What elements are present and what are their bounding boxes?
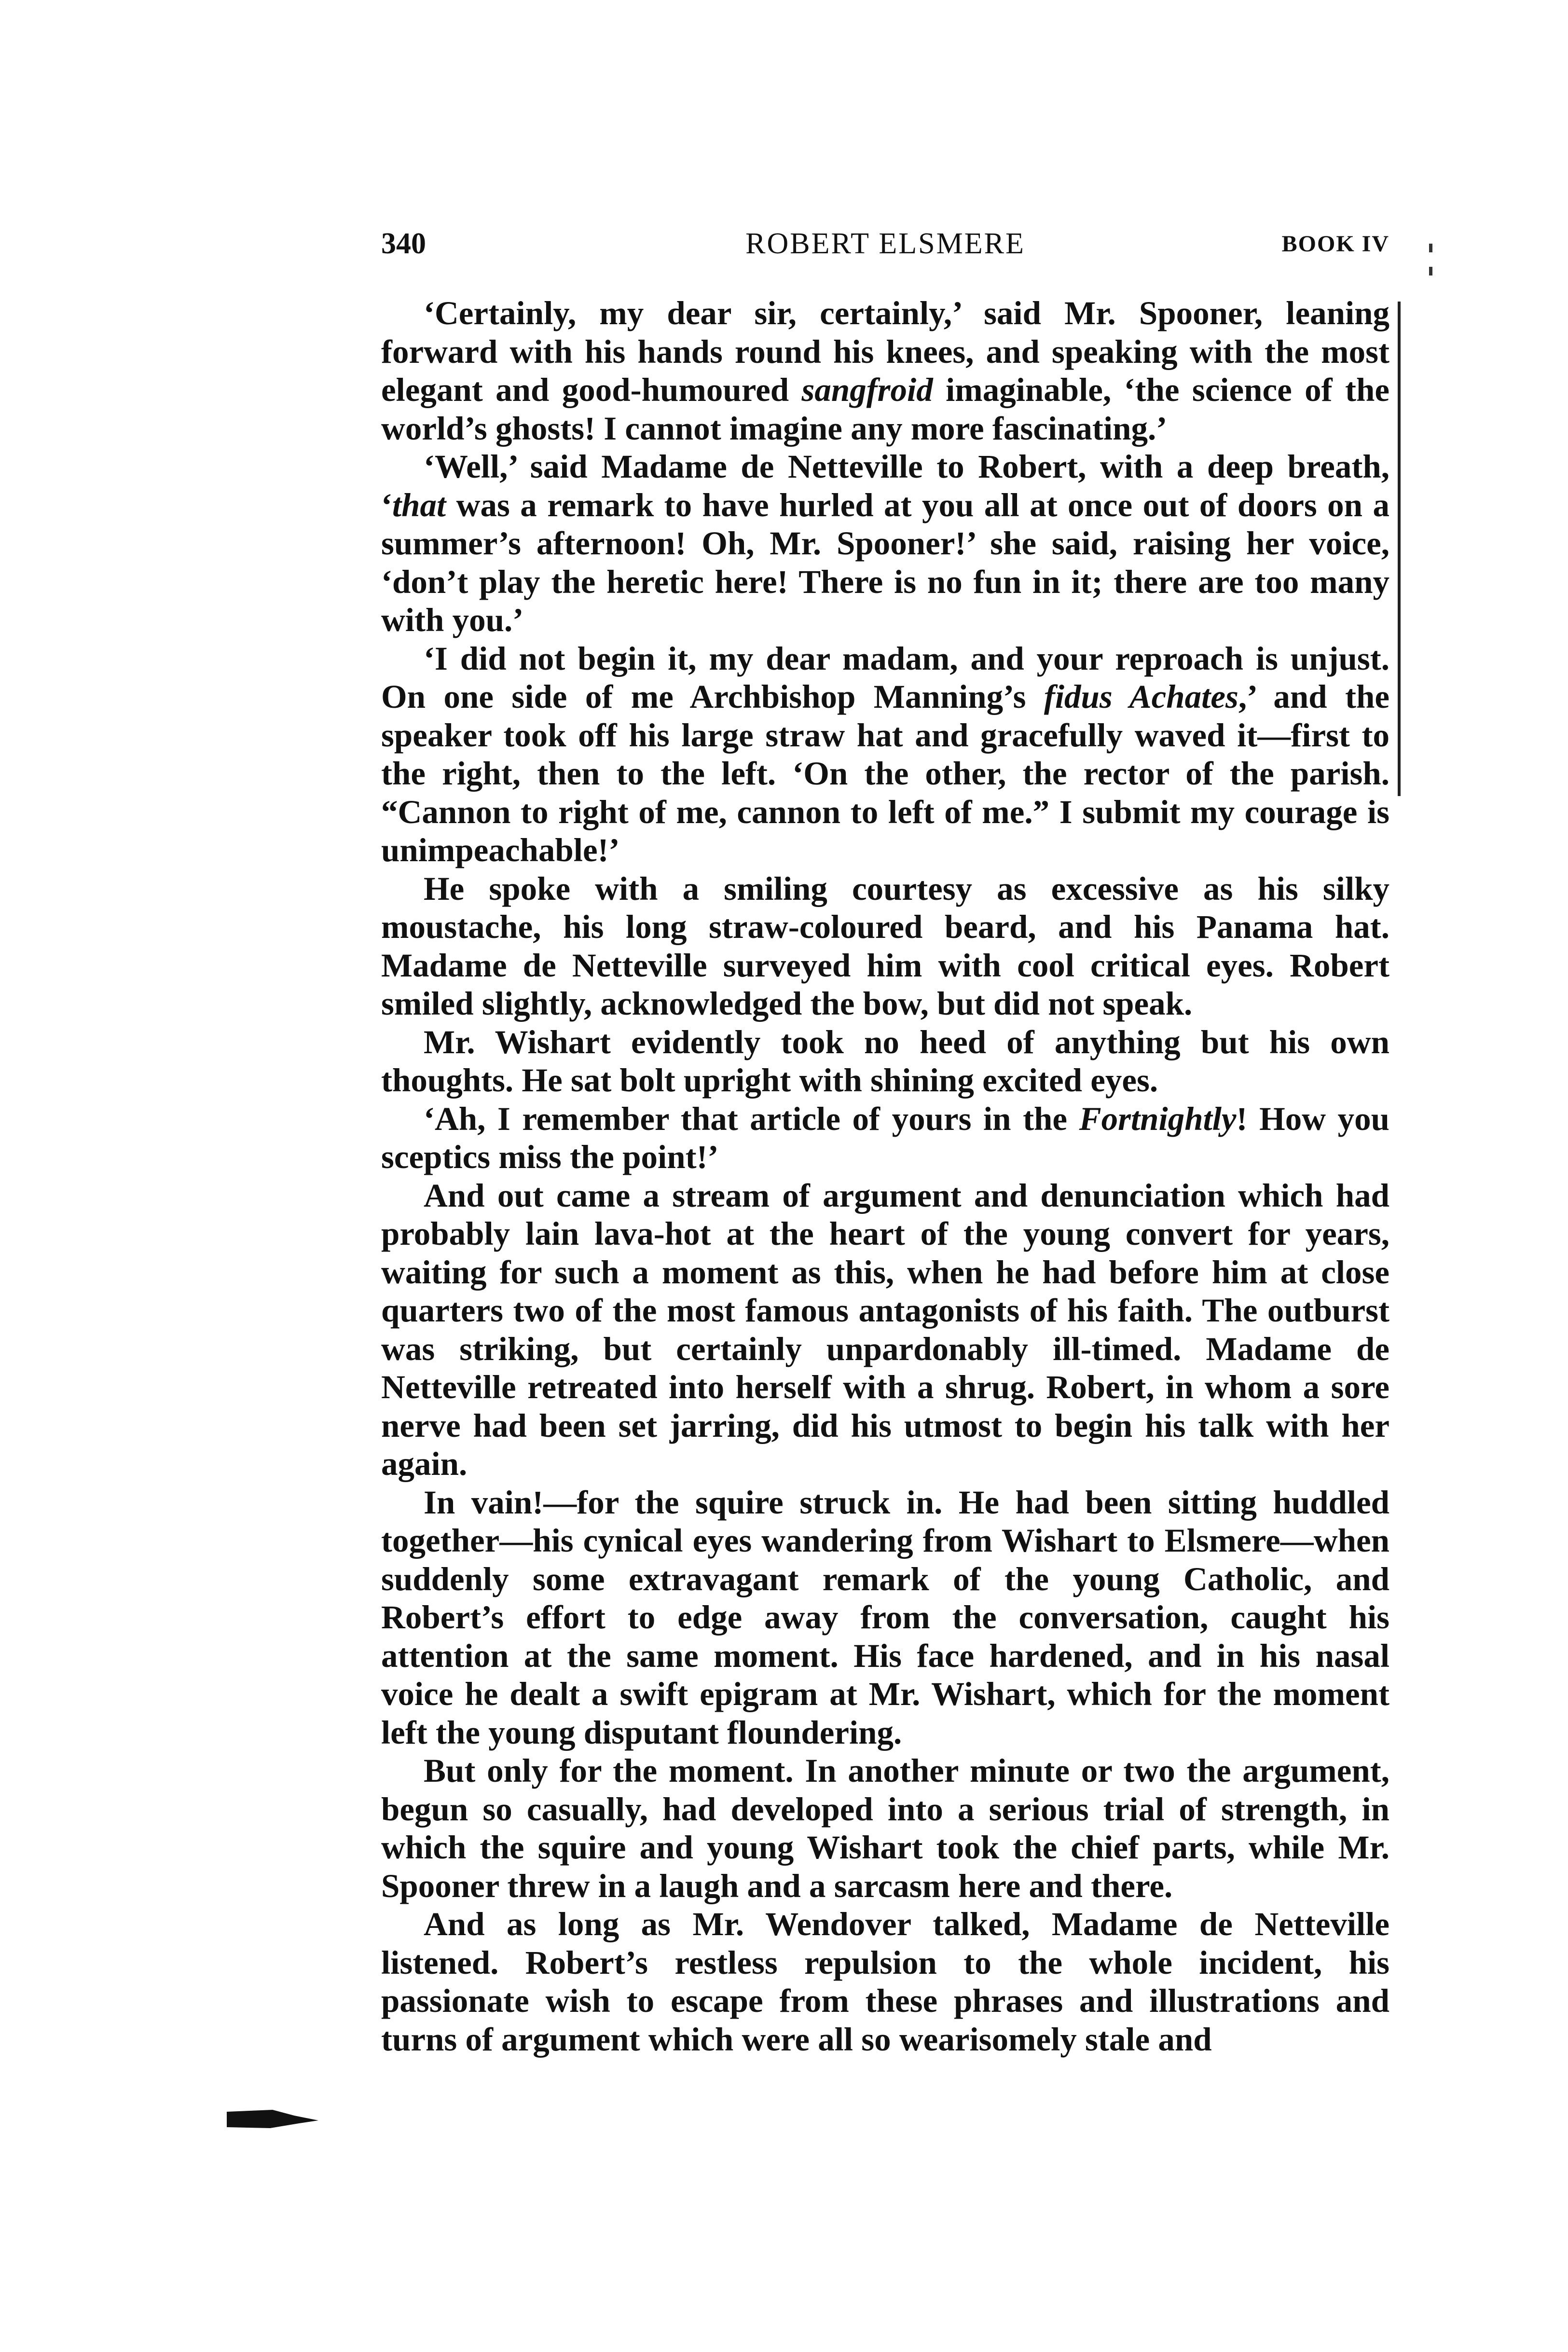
body-text — [381, 294, 1389, 2059]
italic-phrase: Fortnightly — [1079, 1100, 1237, 1137]
paragraph — [381, 1752, 1389, 1905]
paragraph — [381, 448, 1389, 640]
text-run: In vain!—for the squire struck in. He had been sitting huddled together—his cynical eyes wandering from Wishart to Elsmere—when suddenly some extravagant remark of the young Catholic, and Robert’s effort to edge away from the conversation, caught his attention at the same moment. His face hardened, and in his nasal voice he dealt a swift epigram at Mr. Wishart, which for the moment left the young disputant floundering. — [381, 1484, 1389, 1751]
text-run: ‘Certainly, my dear sir, certainly,’ said Mr. Spooner, leaning forward with his hands round his knees, and speaking with the most elegant and good-humoured — [381, 295, 1389, 408]
text-run: ‘Ah, I remember that article of yours in the — [424, 1100, 1079, 1137]
running-title: ROBERT ELSMERE — [745, 227, 1025, 260]
italic-phrase: sangfroid — [801, 371, 933, 408]
paragraph — [381, 870, 1389, 1023]
text-run: He spoke with a smiling courtesy as excessive as his silky moustache, his long straw-coloured beard, and his Panama hat. Madame de Netteville surveyed him with cool critical eyes. Robert smiled slightly, acknowledged the bow, but did not speak. — [381, 870, 1389, 1022]
text-run: ! How you sceptics miss the point!’ — [381, 1100, 1390, 1175]
paragraph — [381, 294, 1389, 448]
book-label: BOOK IV — [1281, 231, 1389, 257]
text-run: ‘I did not begin it, my dear madam, and your reproach is unjust. On one side of me Archbishop Manning’s — [381, 640, 1389, 715]
page-number: 340 — [381, 227, 426, 260]
text-run: But only for the moment. In another minute or two the argument, begun so casually, had developed into a serious trial of strength, in which the squire and young Wishart took the chief parts, while Mr. Spooner threw in a laugh and a sarcasm here and there. — [381, 1752, 1389, 1904]
paragraph — [381, 1100, 1389, 1177]
paragraph — [381, 1905, 1389, 2059]
italic-phrase: that — [392, 486, 446, 523]
text-run: ‘Well,’ said Madame de Netteville to Robert, with a deep breath, ‘ — [381, 448, 1389, 523]
running-header — [381, 227, 1389, 275]
paragraph — [381, 1177, 1389, 1484]
paragraph — [381, 1484, 1389, 1752]
edge-marks — [1429, 244, 1433, 277]
text-run: And out came a stream of argument and denunciation which had probably lain lava-hot at the heart of the young convert for years, waiting for such a moment as this, when he had before him at close quarters two of the most famous antagonists of his faith. The outburst was striking, but certainly unpardonably ill-timed. Madame de Netteville retreated into herself with a shrug. Robert, in whom a sore nerve had been set jarring, did his utmost to begin his talk with her again. — [381, 1177, 1389, 1482]
margin-rule — [1398, 302, 1401, 796]
text-run: And as long as Mr. Wendover talked, Madame de Netteville listened. Robert’s restless repulsion to the whole incident, his passionate wish to escape from these phrases and illustrations and turns of argument which were all so wearisomely stale and — [381, 1906, 1389, 2058]
paragraph — [381, 640, 1389, 870]
text-run: imaginable, ‘the science of the world’s ghosts! I cannot imagine any more fascinating.’ — [381, 371, 1389, 447]
paragraph — [381, 1023, 1389, 1100]
italic-phrase: fidus Achates — [1044, 678, 1238, 715]
text-run: Mr. Wishart evidently took no heed of anything but his own thoughts. He sat bolt upright with shining excited eyes. — [381, 1023, 1389, 1099]
text-run: was a remark to have hurled at you all at once out of doors on a summer’s afternoon! Oh, Mr. Spooner!’ she said, raising her voice, ‘don’t play the heretic here! There is no fun in it; there are too many with you.’ — [381, 486, 1389, 638]
text-run: ,’ and the speaker took off his large straw hat and gracefully waved it—first to the right, then to the left. ‘On the other, the rector of the parish. “Cannon to right of me, cannon to left of me.” I submit my courage is unimpeachable!’ — [381, 678, 1390, 868]
ink-blot-mark — [227, 2101, 318, 2135]
